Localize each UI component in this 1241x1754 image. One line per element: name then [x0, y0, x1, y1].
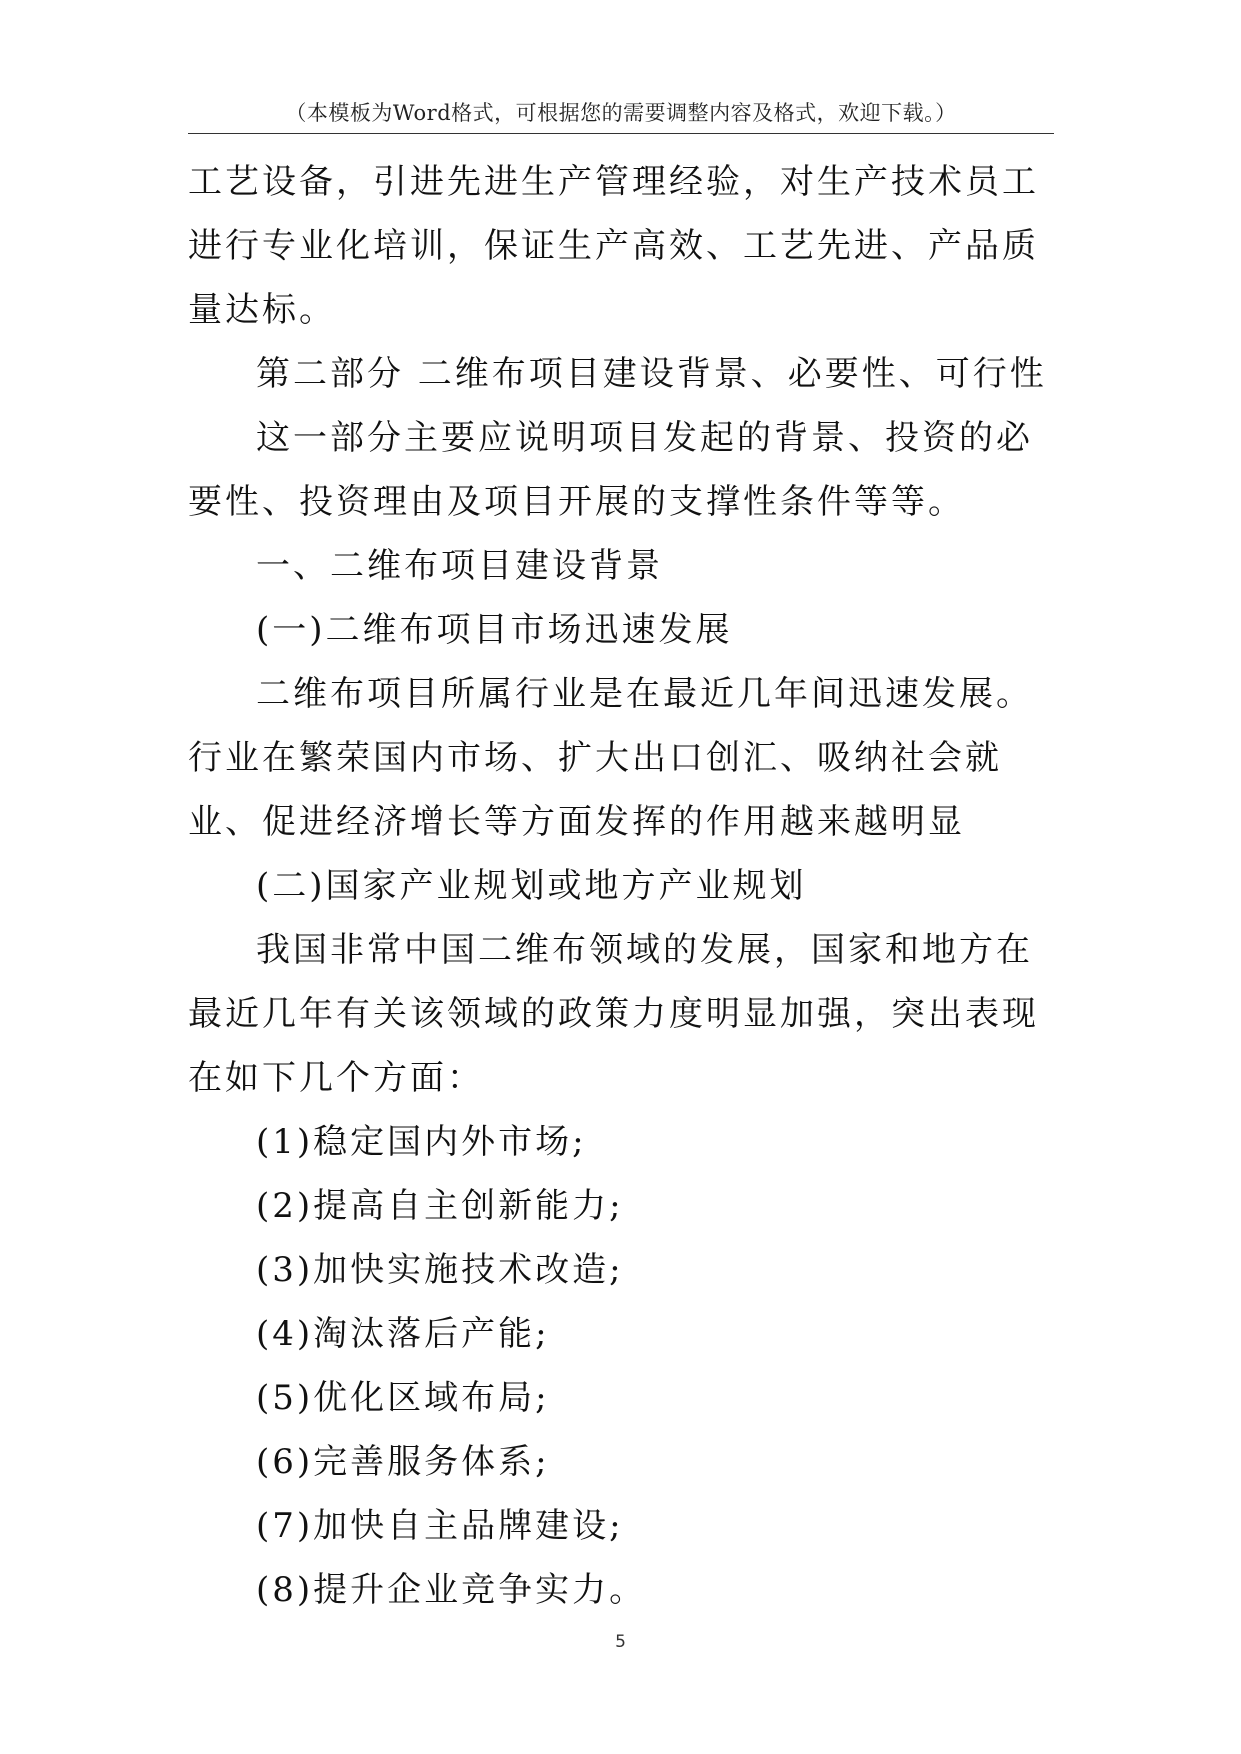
paragraph: 我国非常中国二维布领域的发展，国家和地方在最近几年有关该领域的政策力度明显加强，突出表现在如下几个方面： — [188, 930, 1039, 1098]
subsection-heading: (一)二维布项目市场迅速发展 — [256, 610, 733, 650]
paragraph: 工艺设备，引进先进生产管理经验，对生产技术员工进行专业化培训，保证生产高效、工艺先进、产品质量达标。 — [188, 162, 1039, 330]
section-heading: 第二部分 二维布项目建设背景、必要性、可行性 — [256, 354, 1047, 394]
list-item: (6)完善服务体系; — [256, 1442, 550, 1482]
list-item: (8)提升企业竞争实力。 — [256, 1570, 647, 1610]
list-item: (1)稳定国内外市场; — [256, 1122, 587, 1162]
page-number: 5 — [615, 1632, 626, 1652]
paragraph: 二维布项目所属行业是在最近几年间迅速发展。行业在繁荣国内市场、扩大出口创汇、吸纳社会就业、促进经济增长等方面发挥的作用越来越明显 — [188, 674, 1033, 842]
header-divider — [188, 133, 1054, 134]
list-item: (3)加快实施技术改造; — [256, 1250, 624, 1290]
subsection-heading: (二)国家产业规划或地方产业规划 — [256, 866, 807, 906]
list-item: (4)淘汰落后产能; — [256, 1314, 550, 1354]
document-body — [188, 150, 1058, 1622]
paragraph: 这一部分主要应说明项目发起的背景、投资的必要性、投资理由及项目开展的支撑性条件等等。 — [188, 418, 1033, 522]
page-header-note: （本模板为Word格式，可根据您的需要调整内容及格式，欢迎下载。） — [285, 101, 957, 125]
subsection-heading: 一、二维布项目建设背景 — [256, 546, 663, 586]
list-item: (5)优化区域布局; — [256, 1378, 550, 1418]
list-item: (7)加快自主品牌建设; — [256, 1506, 624, 1546]
list-item: (2)提高自主创新能力; — [256, 1186, 624, 1226]
